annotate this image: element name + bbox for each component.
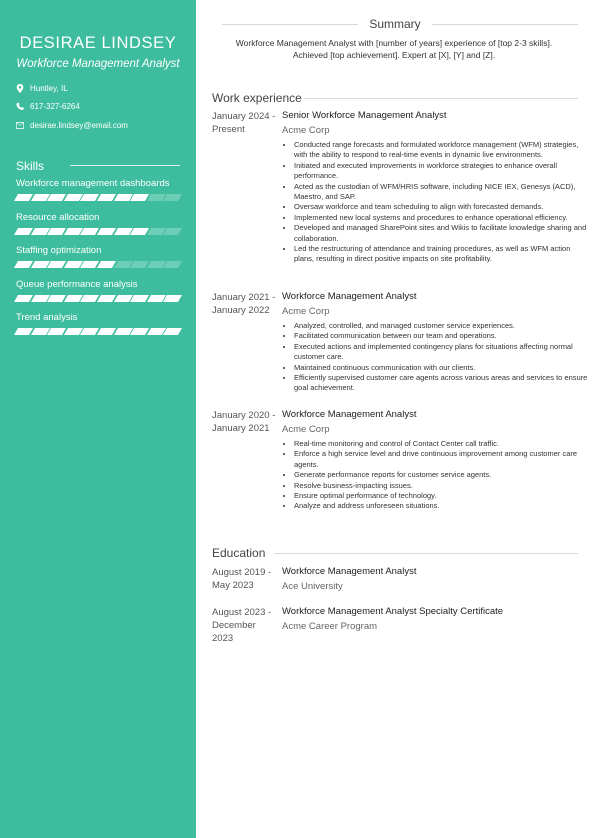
skill-level-segment xyxy=(163,295,182,302)
bullet-item: • Implemented new local systems and procedures to enhance operational efficiency. xyxy=(294,213,590,223)
skill-name: Workforce management dashboards xyxy=(16,178,170,189)
education-date: August 2023 - December 2023 xyxy=(212,607,272,644)
bullet-item: • Executed actions and implemented contingency plans for situations affecting normal customer care. xyxy=(294,342,590,363)
bullet-item: • Ensure optimal performance of technology. xyxy=(294,491,590,501)
skill-level-segment xyxy=(97,194,116,201)
skill-name: Resource allocation xyxy=(16,211,100,223)
bullet-item: • Led the restructuring of attendance and training procedures, as well as WFM action plans, resulting in direct positive impacts on site profitability. xyxy=(294,244,590,265)
skill-name: Trend analysis xyxy=(16,312,78,323)
summary-rule-left xyxy=(222,24,358,25)
bullet-item: • Efficiently supervised customer care agents across various areas and services to ensure goal achievement. xyxy=(294,373,590,394)
education-title: Workforce Management Analyst xyxy=(282,566,417,577)
education-org: Ace University xyxy=(282,581,343,592)
bullet-item: • Analyzed, controlled, and managed customer service experiences. xyxy=(294,321,590,331)
location-pin-icon xyxy=(16,84,24,93)
job-date: January 2021 - January 2022 xyxy=(212,292,276,316)
skills-divider xyxy=(70,165,180,166)
job-title: Workforce Management Analyst xyxy=(282,291,417,302)
candidate-name: DESIRAE LINDSEY xyxy=(19,34,177,52)
skill-level-segment xyxy=(47,295,66,302)
skill-level-bar xyxy=(16,228,182,235)
email-text[interactable]: desirae.lindsey@email.com xyxy=(30,121,128,130)
skill-item xyxy=(16,312,182,335)
skill-name: Queue performance analysis xyxy=(16,278,138,290)
contact-location xyxy=(16,84,68,93)
contact-phone xyxy=(16,102,80,111)
skill-level-bar xyxy=(16,194,182,201)
skill-level-segment xyxy=(130,295,149,302)
skill-level-segment xyxy=(14,261,33,268)
summary-rule-right xyxy=(432,24,578,25)
skill-level-segment xyxy=(130,228,149,235)
skill-item xyxy=(16,279,182,302)
skill-level-segment xyxy=(163,194,182,201)
skills-heading: Skills xyxy=(16,159,45,173)
skill-level-segment xyxy=(163,261,182,268)
skill-level-segment xyxy=(97,328,116,335)
summary-text: Workforce Management Analyst with [number of years] experience of [top 2-3 skills]. Achieved [top achievement]. Expert at [X], [Y] and [Z]. xyxy=(235,38,553,60)
sidebar xyxy=(0,0,196,838)
skill-item xyxy=(16,245,182,268)
job-org: Acme Corp xyxy=(282,424,330,435)
bullet-item: • Maintained continuous communication with our clients. xyxy=(294,363,590,373)
skill-level-bar xyxy=(16,295,182,302)
skill-level-bar xyxy=(16,261,182,268)
job-bullets xyxy=(282,321,590,394)
bullet-item: • Analyze and address unforeseen situations. xyxy=(294,501,590,511)
skill-level-segment xyxy=(97,228,116,235)
job-bullets xyxy=(282,439,590,512)
bullet-item: • Resolve business-impacting issues. xyxy=(294,481,590,491)
skill-level-segment xyxy=(14,328,33,335)
bullet-item: • Real-time monitoring and control of Contact Center call traffic. xyxy=(294,439,590,449)
job-org: Acme Corp xyxy=(282,306,330,317)
job-bullets xyxy=(282,140,590,265)
skill-level-segment xyxy=(14,295,33,302)
email-icon xyxy=(16,121,24,130)
education-org: Acme Career Program xyxy=(282,621,378,632)
skill-level-segment xyxy=(97,261,116,268)
skill-level-segment xyxy=(163,328,182,335)
bullet-item: • Conducted range forecasts and formulated workforce management (WFM) strategies, with the ability to respond to real-time events in dynamic live environments. xyxy=(294,140,590,161)
skill-level-bar xyxy=(16,328,182,335)
experience-heading: Work experience xyxy=(212,91,302,105)
summary-heading: Summary xyxy=(369,17,421,31)
skill-name: Staffing optimization xyxy=(16,245,102,256)
skill-level-segment xyxy=(14,194,33,201)
skill-item xyxy=(16,178,182,201)
bullet-item: • Generate performance reports for customer service agents. xyxy=(294,470,590,480)
skill-level-segment xyxy=(163,228,182,235)
phone-icon xyxy=(16,102,24,111)
experience-rule xyxy=(304,98,578,99)
skill-level-segment xyxy=(97,295,116,302)
candidate-role: Workforce Management Analyst xyxy=(16,58,180,70)
job-date: January 2024 - Present xyxy=(212,111,276,135)
job-org: Acme Corp xyxy=(282,125,330,136)
contact-email xyxy=(16,121,128,130)
education-title: Workforce Management Analyst Specialty Certificate xyxy=(282,606,504,617)
bullet-item: • Enforce a high service level and drive continuous improvement among customer care agents. xyxy=(294,449,590,470)
phone-text[interactable]: 617-327-6264 xyxy=(30,102,80,111)
skill-level-segment xyxy=(14,228,33,235)
bullet-item: • Facilitated communication between our team and operations. xyxy=(294,331,590,341)
job-title: Senior Workforce Management Analyst xyxy=(282,110,447,121)
job-title: Workforce Management Analyst xyxy=(282,409,417,420)
location-text: Huntley, IL xyxy=(30,84,68,93)
skill-level-segment xyxy=(47,228,66,235)
job-date: January 2020 - January 2021 xyxy=(212,410,276,434)
bullet-item: • Oversaw workforce and team scheduling to align with forecasted demands. xyxy=(294,202,590,212)
education-date: August 2019 - May 2023 xyxy=(212,567,272,591)
skill-item xyxy=(16,212,182,235)
education-heading: Education xyxy=(212,546,266,560)
bullet-item: • Initiated and executed improvements in workforce strategies to enhance overall performance. xyxy=(294,161,590,182)
education-rule xyxy=(274,553,578,554)
bullet-item: • Developed and managed SharePoint sites and Wikis to facilitate knowledge sharing and collaboration. xyxy=(294,223,590,244)
bullet-item: • Acted as the custodian of WFM/HRIS software, including NICE IEX, Genesys (ACD), Maestro, and SAP. xyxy=(294,182,590,203)
